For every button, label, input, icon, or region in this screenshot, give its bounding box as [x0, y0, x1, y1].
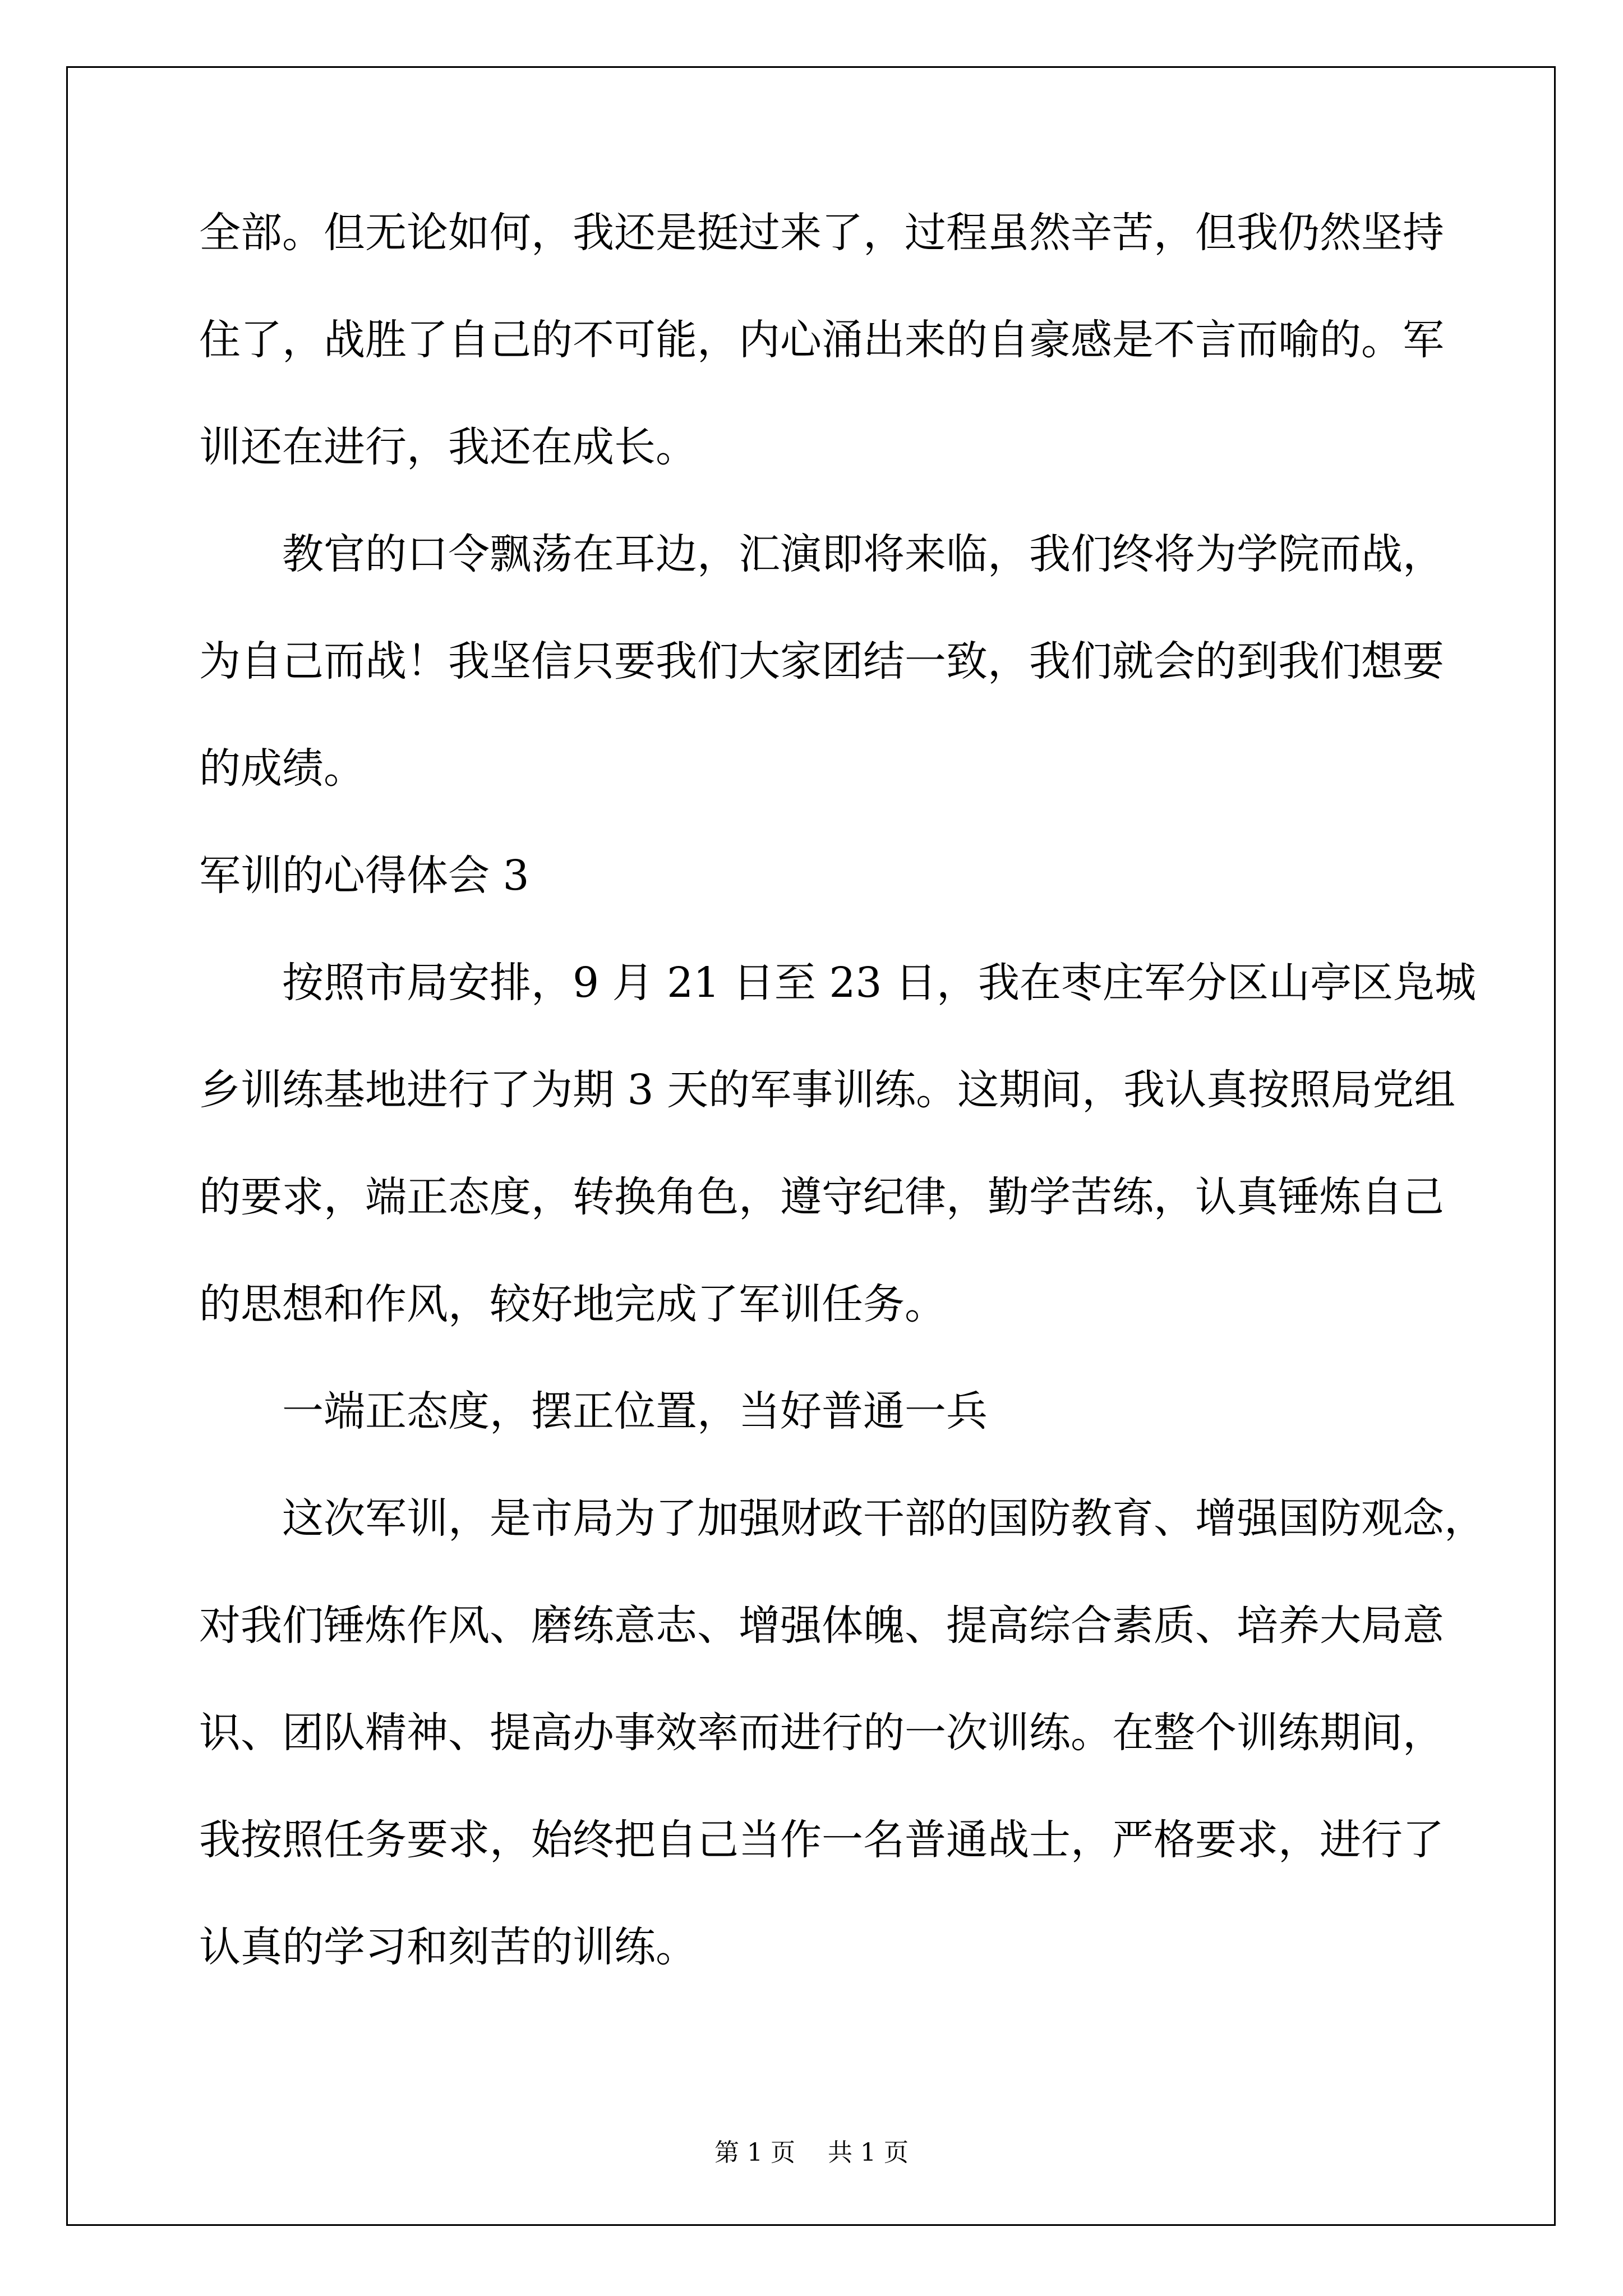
text-line: 的思想和作风，较好地完成了军训任务。 [199, 1280, 946, 1328]
paragraph-continuation [199, 202, 1455, 523]
text-line: 的要求，端正态度，转换角色，遵守纪律，勤学苦练，认真锤炼自己 [199, 1173, 1444, 1221]
text-line: 为自己而战！我坚信只要我们大家团结一致，我们就会的到我们想要 [199, 637, 1444, 685]
text-line: 这次军训，是市局为了加强财政干部的国防教育、增强国防观念， [282, 1494, 1486, 1543]
text-line: 教官的口令飘荡在耳边，汇演即将来临，我们终将为学院而战， [282, 530, 1444, 578]
text-line: 住了，战胜了自己的不可能，内心涌出来的自豪感是不言而喻的。军 [199, 316, 1444, 364]
page-indicator: 第 1 页 共 1 页 [714, 2138, 909, 2167]
paragraph-instructor [199, 523, 1455, 845]
text-line: 乡训练基地进行了为期 3 天的军事训练。这期间，我认真按照局党组 [199, 1066, 1456, 1114]
text-line: 全部。但无论如何，我还是挺过来了，过程虽然辛苦，但我仍然坚持 [199, 209, 1444, 257]
text-line: 识、团队精神、提高办事效率而进行的一次训练。在整个训练期间， [199, 1709, 1444, 1757]
document-body [199, 202, 1486, 2023]
text-line: 训还在进行，我还在成长。 [199, 423, 697, 471]
text-line: 对我们锤炼作风、磨练意志、增强体魄、提高综合素质、培养大局意 [199, 1602, 1444, 1650]
text-line: 按照市局安排，9 月 21 日至 23 日，我在枣庄军分区山亭区凫城 [282, 959, 1477, 1007]
text-line: 军训的心得体会 3 [199, 852, 529, 900]
text-line: 我按照任务要求，始终把自己当作一名普通战士，严格要求，进行了 [199, 1816, 1444, 1864]
text-line: 认真的学习和刻苦的训练。 [199, 1923, 697, 1971]
paragraph-training [199, 1488, 1486, 2023]
section-heading [199, 845, 1455, 952]
paragraph-arrangement [199, 952, 1477, 1381]
page-footer [0, 2136, 1623, 2170]
subheading-one [199, 1381, 1455, 1488]
text-line: 一端正态度，摆正位置，当好普通一兵 [282, 1387, 988, 1435]
text-line: 的成绩。 [199, 744, 365, 793]
